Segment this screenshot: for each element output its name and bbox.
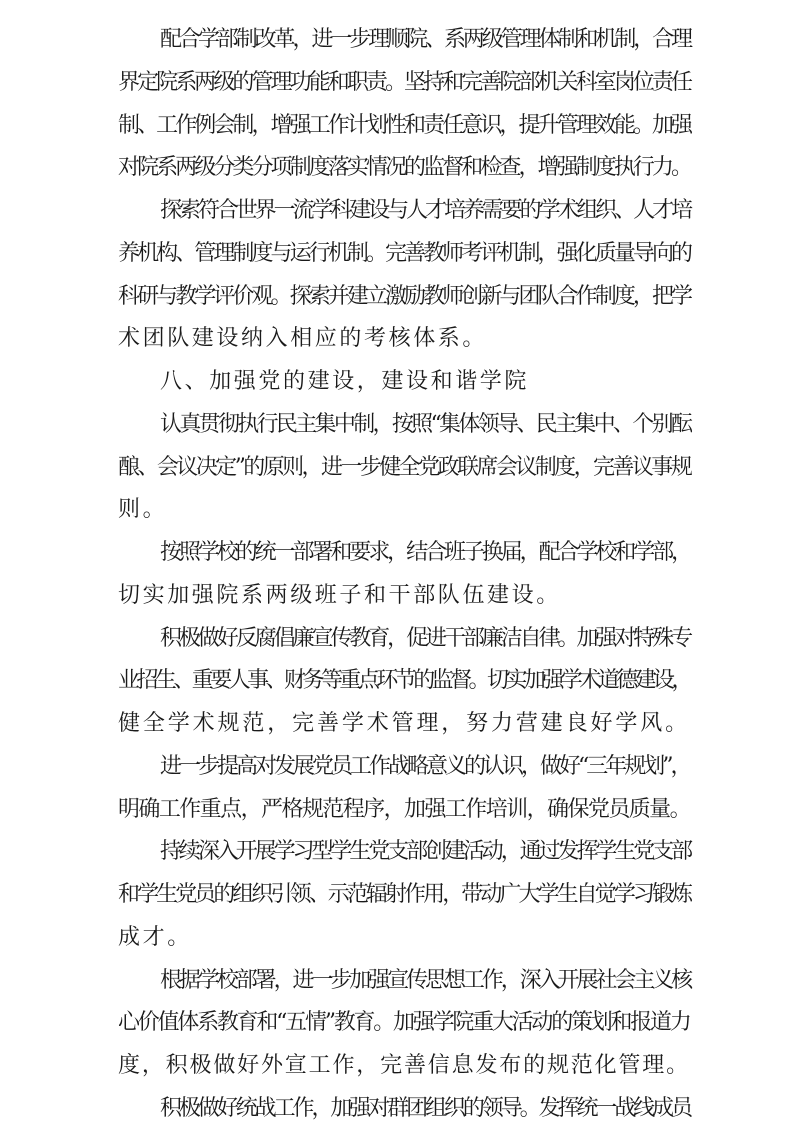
text-line: 业招生、重要人事、财务等重点环节的监督。切实加强学术道德建设，: [118, 668, 690, 693]
text-line: 科研与教学评价观。探索并建立激励教师创新与团队合作制度，把学: [118, 284, 691, 309]
text-line: 度，积极做好外宣工作，完善信息发布的规范化管理。: [118, 1053, 690, 1078]
text-line: 和学生党员的组织引领、示范辐射作用，带动广大学生自觉学习锻炼: [118, 882, 691, 907]
text-line: 健全学术规范，完善学术管理，努力营建良好学风。: [118, 711, 691, 736]
text-line: 心价值体系教育和“五情”教育。加强学院重大活动的策划和报道力: [118, 1010, 690, 1035]
text-line: 制、工作例会制，增强工作计划性和责任意识，提升管理效能。加强: [118, 113, 691, 138]
text-line: 积极做好反腐倡廉宣传教育，促进干部廉洁自律。加强对特殊专: [160, 626, 691, 651]
text-line: 切实加强院系两级班子和干部队伍建设。: [118, 583, 561, 608]
text-line: 成才。: [118, 925, 192, 950]
text-line: 探索符合世界一流学科建设与人才培养需要的学术组织、人才培: [160, 198, 691, 223]
text-line: 酿、会议决定”的原则，进一步健全党政联席会议制度，完善议事规: [118, 455, 691, 480]
text-line: 积极做好统战工作，加强对群团组织的领导。发挥统一战线成员: [160, 1096, 691, 1121]
text-line: 认真贯彻执行民主集中制，按照“集体领导、民主集中、个别酝: [160, 412, 691, 437]
text-line: 进一步提高对发展党员工作战略意义的认识，做好“三年规划”，: [160, 754, 690, 779]
text-line: 配合学部制改革，进一步理顺院、系两级管理体制和机制，合理: [160, 27, 691, 52]
text-line: 持续深入开展学习型学生党支部创建活动，通过发挥学生党支部: [160, 839, 691, 864]
text-line: 养机构、管理制度与运行机制。完善教师考评机制，强化质量导向的: [118, 241, 691, 266]
text-line: 则。: [118, 497, 168, 522]
text-line: 明确工作重点，严格规范程序，加强工作培训，确保党员质量。: [118, 797, 691, 822]
section-heading: 八、加强党的建设，建设和谐学院: [160, 369, 530, 394]
text-line: 对院系两级分类分项制度落实情况的监督和检查，增强制度执行力。: [118, 155, 691, 180]
text-line: 根据学校部署，进一步加强宣传思想工作，深入开展社会主义核: [160, 968, 691, 993]
text-line: 按照学校的统一部署和要求，结合班子换届，配合学校和学部，: [160, 540, 691, 565]
text-line: 界定院系两级的管理功能和职责。坚持和完善院部机关科室岗位责任: [118, 70, 691, 95]
text-line: 术团队建设纳入相应的考核体系。: [118, 326, 488, 351]
